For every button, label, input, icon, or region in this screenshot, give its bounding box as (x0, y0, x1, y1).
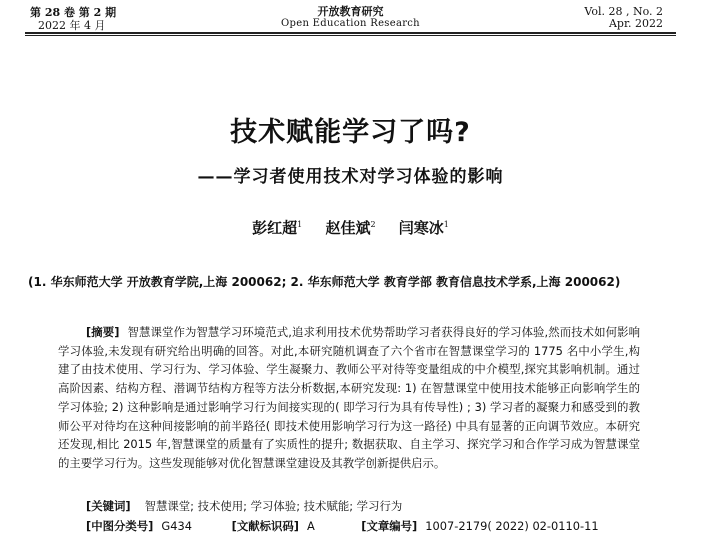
abstract-label: [摘要] (86, 325, 120, 339)
author-name: 彭红超 (252, 219, 298, 237)
journal-name-cn: 开放教育研究 (317, 5, 384, 18)
abstract-text: 智慧课堂作为智慧学习环境范式,追求利用技术优势帮助学习者获得良好的学习体验,然而技术如何影响学习体验,未发现有研究给出明确的回答。对此,本研究随机调查了六个省市在智慧课堂学习的 1775 名中小学生,构建了由技术使用、学习行为、学习体验、学生凝聚力、教师公平对待等变量组成的中介模型,探究其影响机制。通过高阶因素、结构方程、潜调节结构方程等方法分析数据,本研究发现: 1) 在智慧课堂中使用技术能够正向影响学生的学习体验; 2) 这种影响是通过影响学习行为间接实现的( 即学习行为具有传导性) ; 3) 学习者的凝聚力和感受到的教师公平对待均在这种间接影响的前半路径( 即技术使用影响学习行为这一路径) 中具有显著的正向调节效应。本研究还发现,相比 2015 年,智慧课堂的质量有了实质性的提升; 数据获取、自主学习、探究学习和合作学习成为智慧课堂的主要学习行为。这些发现能够对优化智慧课堂建设及其教学创新提供启示。 (58, 325, 640, 470)
journal-name-en: Open Education Research (281, 18, 420, 29)
keywords (86, 498, 402, 514)
article-number-label: [文章编号] (361, 519, 418, 533)
header-rule-thick (25, 32, 676, 34)
author-name: 赵佳斌 (325, 219, 371, 237)
affiliations: (1. 华东师范大学 开放教育学院,上海 200062; 2. 华东师范大学 教育学部 教育信息技术学系,上海 200062) (28, 275, 621, 289)
clc-value: G434 (161, 519, 192, 533)
article-metadata (86, 518, 599, 534)
header-rule-thin (25, 35, 676, 36)
author-affil-mark: 1 (443, 220, 449, 229)
author-affil-mark: 2 (370, 220, 376, 229)
clc-label: [中图分类号] (86, 519, 154, 533)
document-code (232, 518, 358, 534)
article-number-value: 1007-2179( 2022) 02-0110-11 (425, 519, 599, 533)
keywords-label: [关键词] (86, 499, 131, 513)
author (325, 219, 375, 237)
author-list (0, 217, 701, 238)
date-en: Apr. 2022 (608, 17, 663, 30)
keywords-text: 智慧课堂; 技术使用; 学习体验; 技术赋能; 学习行为 (144, 499, 403, 513)
author (399, 219, 449, 237)
volume-issue-en: Vol. 28 , No. 2 (584, 5, 663, 18)
volume-issue-cn: 第 28 卷 第 2 期 (30, 6, 117, 19)
author (252, 219, 302, 237)
doc-value: A (307, 519, 315, 533)
article-title: 技术赋能学习了吗? (230, 117, 471, 148)
date-cn: 2022 年 4 月 (38, 19, 106, 32)
author-name: 闫寒冰 (398, 219, 444, 237)
abstract (58, 323, 640, 473)
doc-label: [文献标识码] (231, 519, 299, 533)
article-number (361, 518, 598, 534)
header-right (584, 6, 663, 30)
clc-number (86, 518, 228, 534)
article-subtitle: ——学习者使用技术对学习体验的影响 (197, 167, 504, 187)
author-affil-mark: 1 (297, 220, 303, 229)
